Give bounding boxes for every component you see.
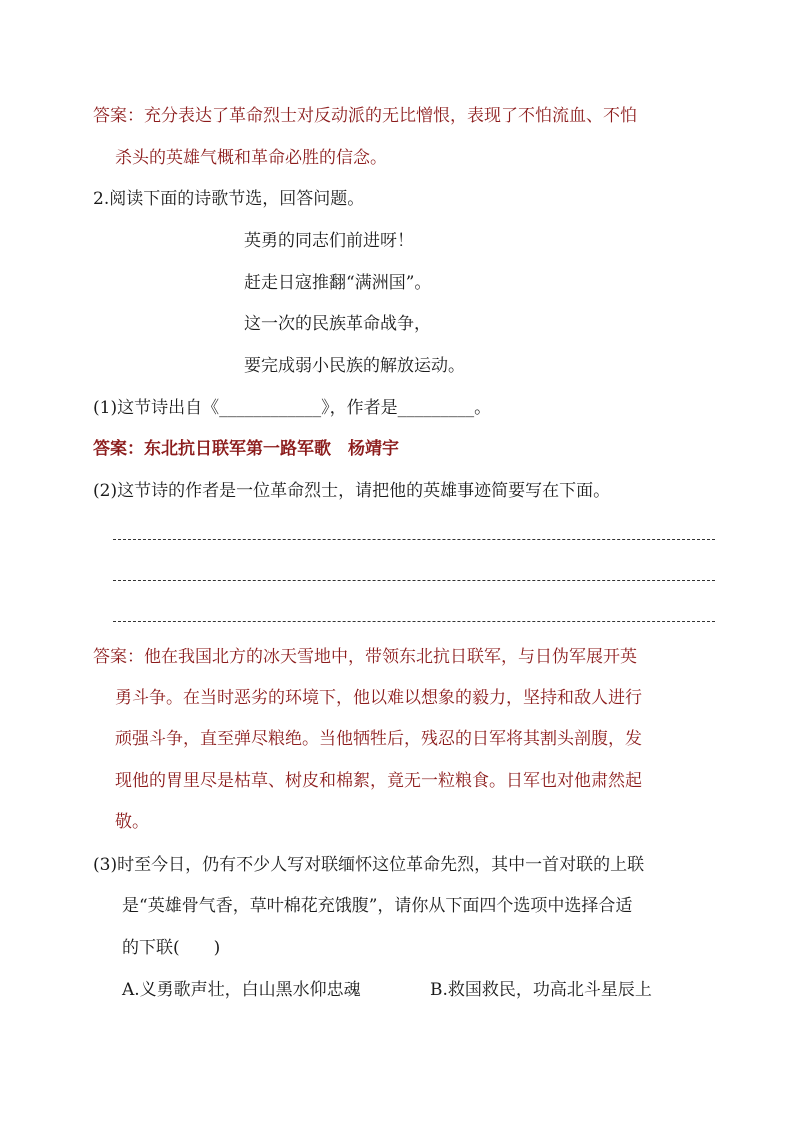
answer-line: 答案：他在我国北方的冰天雪地中，带领东北抗日联军，与日伪军展开英 — [93, 647, 637, 667]
question-line: 是“英雄骨气香，草叶棉花充饿腹”，请你从下面四个选项中选择合适 — [122, 896, 633, 916]
answer-blank-line — [113, 539, 715, 540]
answer-line: 答案：充分表达了革命烈士对反动派的无比憎恨，表现了不怕流血、不怕 — [93, 106, 637, 126]
sub-question-1: (1)这节诗出自《____________》，作者是_________。 — [93, 398, 492, 418]
answer-line: 敬。 — [115, 812, 149, 832]
poem-line: 这一次的民族革命战争， — [244, 314, 431, 334]
question-line: 的下联( ) — [122, 938, 221, 958]
option-b: B.救国救民，功高北斗星辰上 — [430, 980, 652, 1000]
poem-line: 赶走日寇推翻“满洲国”。 — [244, 273, 432, 293]
question-line: (3)时至今日，仍有不少人写对联缅怀这位革命先烈，其中一首对联的上联 — [93, 855, 645, 875]
sub-question-2: (2)这节诗的作者是一位革命烈士，请把他的英雄事迹简要写在下面。 — [93, 481, 611, 501]
sub-answer-1: 答案：东北抗日联军第一路军歌 杨靖宇 — [93, 439, 399, 459]
answer-blank-line — [113, 621, 715, 622]
poem-line: 要完成弱小民族的解放运动。 — [244, 356, 465, 376]
answer-line: 杀头的英雄气概和革命必胜的信念。 — [115, 148, 387, 168]
answer-line: 现他的胃里尽是枯草、树皮和棉絮，竟无一粒粮食。日军也对他肃然起 — [115, 771, 642, 791]
poem-line: 英勇的同志们前进呀！ — [244, 231, 414, 251]
answer-blank-line — [113, 580, 715, 581]
option-a: A.义勇歌声壮，白山黑水仰忠魂 — [122, 980, 361, 1000]
question-prompt: 2.阅读下面的诗歌节选，回答问题。 — [93, 189, 365, 209]
answer-line: 勇斗争。在当时恶劣的环境下，他以难以想象的毅力，坚持和敌人进行 — [115, 688, 642, 708]
answer-line: 顽强斗争，直至弹尽粮绝。当他牺牲后，残忍的日军将其割头剖腹，发 — [115, 729, 642, 749]
